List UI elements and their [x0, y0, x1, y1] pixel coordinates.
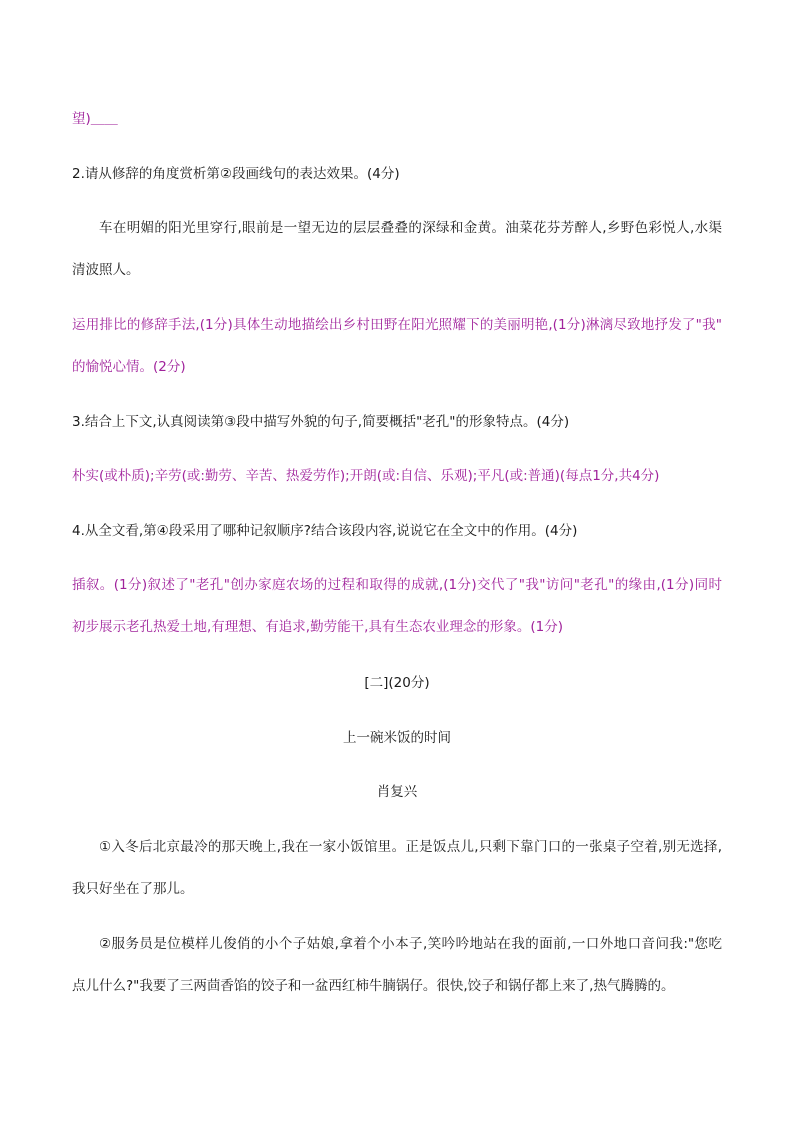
article-author: 肖复兴: [376, 784, 418, 800]
paragraph-2-line-1: ②服务员是位模样儿俊俏的小个子姑娘,拿着个小本子,笑吟吟地站在我的面前,一口外地口音问我:"您吃: [99, 936, 722, 952]
answer-4-line-1: 插叙。(1分)叙述了"老孔"创办家庭农场的过程和取得的成就,(1分)交代了"我"访问"老孔"的缘由,(1分)同时: [72, 577, 722, 593]
answer-4-line-2: 初步展示老孔热爱土地,有理想、有追求,勤劳能干,具有生态农业理念的形象。(1分): [72, 619, 563, 635]
question-3: 3.结合上下文,认真阅读第③段中描写外貌的句子,简要概括"老孔"的形象特点。(4分): [72, 414, 570, 430]
answer-fragment: [72, 110, 732, 128]
answer-fragment-text: 望)＿＿: [72, 111, 118, 127]
question-2: 2.请从修辞的角度赏析第②段画线句的表达效果。(4分): [72, 166, 400, 182]
answer-2-line-2: 的愉悦心情。(2分): [72, 359, 186, 375]
answer-2-line-1: 运用排比的修辞手法,(1分)具体生动地描绘出乡村田野在阳光照耀下的美丽明艳,(1分)淋漓尽致地抒发了"我": [72, 317, 722, 333]
quoted-sentence-line-2: 清波照人。: [72, 262, 140, 278]
answer-3: 朴实(或朴质);辛劳(或:勤劳、辛苦、热爱劳作);开朗(或:自信、乐观);平凡(或:普通)(每点1分,共4分): [72, 468, 660, 484]
quoted-sentence-line-1: 车在明媚的阳光里穿行,眼前是一望无边的层层叠叠的深绿和金黄。油菜花芬芳醉人,乡野色彩悦人,水渠: [99, 220, 722, 236]
section-heading: [二](20分): [364, 675, 430, 691]
paragraph-2-line-2: 点儿什么?"我要了三两茴香馅的饺子和一盆西红柿牛腩锅仔。很快,饺子和锅仔都上来了,热气腾腾的。: [72, 978, 675, 994]
question-4: 4.从全文看,第④段采用了哪种记叙顺序?结合该段内容,说说它在全文中的作用。(4分): [72, 523, 578, 539]
paragraph-1-line-2: 我只好坐在了那儿。: [72, 881, 194, 897]
paragraph-1-line-1: ①入冬后北京最冷的那天晚上,我在一家小饭馆里。正是饭点儿,只剩下靠门口的一张桌子空着,别无选择,: [99, 839, 722, 855]
article-title: 上一碗米饭的时间: [343, 730, 451, 746]
